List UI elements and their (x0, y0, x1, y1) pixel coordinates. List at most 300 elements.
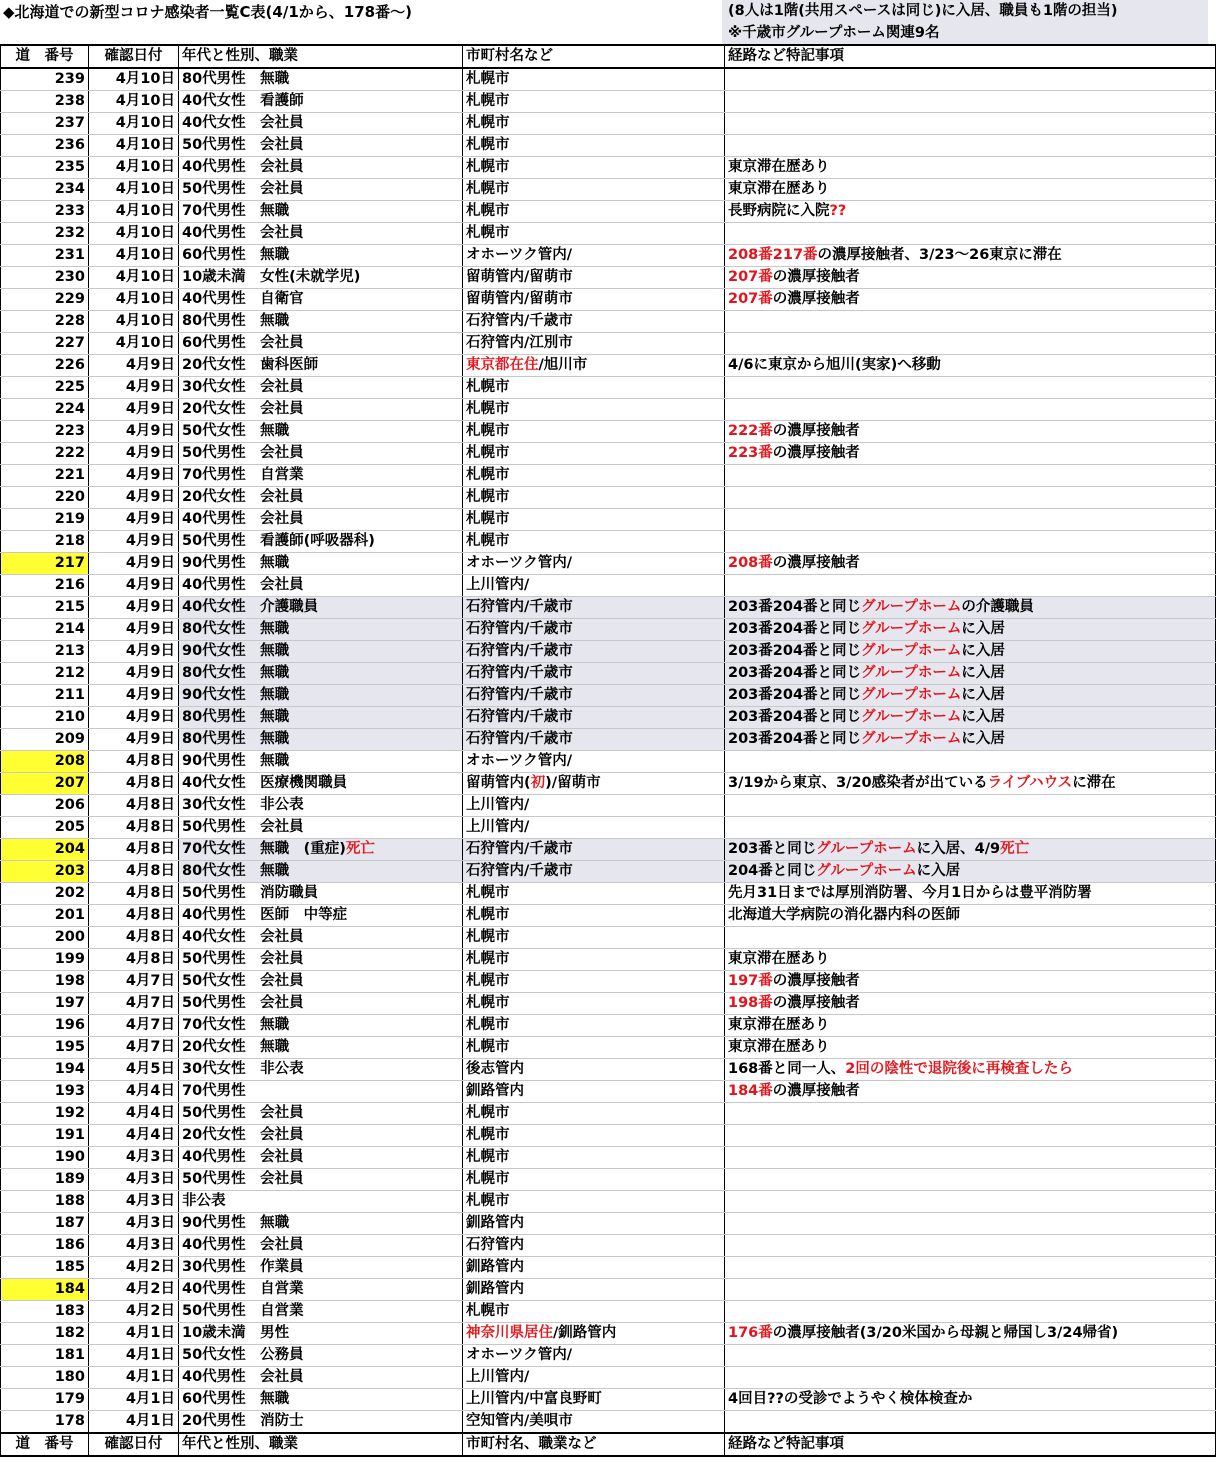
age-sex-occupation (179, 1191, 463, 1213)
table-row (1, 1147, 1216, 1169)
case-number: 231 (1, 245, 89, 267)
table-row (1, 883, 1216, 905)
cell-text: に入居 (961, 731, 1005, 747)
confirmed-date: 4月9日 (89, 399, 179, 421)
table-row (1, 91, 1216, 113)
case-number: 198 (1, 971, 89, 993)
cell-text: 札幌市 (466, 929, 510, 945)
confirmed-date: 4月9日 (89, 355, 179, 377)
cell-text: の濃厚接触者 (772, 423, 860, 439)
route-notes (725, 487, 1216, 509)
route-notes (725, 267, 1216, 289)
confirmed-date: 4月7日 (89, 1037, 179, 1059)
table-row (1, 487, 1216, 509)
route-notes (725, 553, 1216, 575)
highlight-text: 208番 (728, 555, 773, 571)
municipality (463, 1411, 725, 1434)
route-notes (725, 861, 1216, 883)
cell-text: 70代男性 無職 (182, 203, 290, 219)
case-number: 181 (1, 1345, 89, 1367)
cell-text: 80代女性 無職 (182, 621, 290, 637)
cell-text: 30代女性 非公表 (182, 797, 304, 813)
municipality (463, 311, 725, 333)
route-notes (725, 773, 1216, 795)
table-row (1, 1037, 1216, 1059)
table-row (1, 1125, 1216, 1147)
cell-text: /釧路管内 (553, 1325, 617, 1341)
case-number: 187 (1, 1213, 89, 1235)
municipality (463, 245, 725, 267)
confirmed-date: 4月9日 (89, 509, 179, 531)
route-notes (725, 1103, 1216, 1125)
table-row (1, 685, 1216, 707)
route-notes (725, 443, 1216, 465)
cell-text: 50代男性 自営業 (182, 1303, 304, 1319)
age-sex-occupation (179, 905, 463, 927)
case-number: 229 (1, 289, 89, 311)
cell-text: 3/19から東京、3/20感染者が出ている (728, 775, 988, 791)
cell-text: の濃厚接触者 (772, 973, 860, 989)
municipality (463, 201, 725, 223)
cell-text: 10歳未満 女性(未就学児) (182, 269, 361, 285)
case-number: 223 (1, 421, 89, 443)
cell-text: オホーツク管内/ (466, 1347, 573, 1363)
table-row (1, 223, 1216, 245)
table-row (1, 861, 1216, 883)
cell-text: 石狩管内/千歳市 (466, 863, 573, 879)
municipality (463, 575, 725, 597)
cell-text: 上川管内/ (466, 1369, 530, 1385)
age-sex-occupation (179, 1389, 463, 1411)
case-number: 201 (1, 905, 89, 927)
case-number: 211 (1, 685, 89, 707)
table-row (1, 201, 1216, 223)
table-row (1, 597, 1216, 619)
case-number: 225 (1, 377, 89, 399)
cell-text: の濃厚接触者 (772, 291, 860, 307)
table-row (1, 839, 1216, 861)
confirmed-date: 4月8日 (89, 905, 179, 927)
cell-text: 札幌市 (466, 1171, 510, 1187)
highlight-text: 176番 (728, 1325, 773, 1341)
route-notes (725, 223, 1216, 245)
case-number: 203 (1, 861, 89, 883)
cell-text: 50代男性 看護師(呼吸器科) (182, 533, 375, 549)
highlight-text: 223番 (728, 445, 773, 461)
cell-text: 70代女性 無職 (182, 1017, 290, 1033)
table-row (1, 267, 1216, 289)
route-notes (725, 729, 1216, 751)
cell-text: の濃厚接触者(3/20米国から母親と帰国し3/24帰省) (772, 1325, 1119, 1341)
cell-text: オホーツク管内/ (466, 555, 573, 571)
cell-text: 札幌市 (466, 71, 510, 87)
cell-text: 石狩管内/江別市 (466, 335, 573, 351)
highlight-text: グループホーム (861, 621, 962, 637)
table-row (1, 773, 1216, 795)
route-notes (725, 1389, 1216, 1411)
confirmed-date: 4月9日 (89, 729, 179, 751)
cell-text: 後志管内 (466, 1061, 524, 1077)
confirmed-date: 4月3日 (89, 1191, 179, 1213)
case-number: 185 (1, 1257, 89, 1279)
cell-text: 50代女性 無職 (182, 423, 290, 439)
route-notes (725, 1301, 1216, 1323)
age-sex-occupation (179, 333, 463, 355)
age-sex-occupation (179, 113, 463, 135)
age-sex-occupation (179, 179, 463, 201)
confirmed-date: 4月3日 (89, 1213, 179, 1235)
cell-text: 80代男性 無職 (182, 709, 290, 725)
municipality (463, 333, 725, 355)
case-number: 183 (1, 1301, 89, 1323)
confirmed-date: 4月7日 (89, 993, 179, 1015)
cell-text: 留萌管内/留萌市 (466, 269, 573, 285)
cell-text: 40代男性 会社員 (182, 577, 304, 593)
age-sex-occupation (179, 531, 463, 553)
cell-text: 札幌市 (466, 995, 510, 1011)
footer-header-person: 年代と性別、職業 (179, 1433, 463, 1456)
municipality (463, 1257, 725, 1279)
cell-text: )/留萌市 (545, 775, 601, 791)
route-notes (725, 201, 1216, 223)
age-sex-occupation (179, 1169, 463, 1191)
cell-text: 50代男性 会社員 (182, 951, 304, 967)
cell-text: 札幌市 (466, 1017, 510, 1033)
municipality (463, 1301, 725, 1323)
cell-text: 札幌市 (466, 907, 510, 923)
cell-text: 石狩管内/千歳市 (466, 687, 573, 703)
cell-text: 60代男性 会社員 (182, 335, 304, 351)
case-number: 178 (1, 1411, 89, 1434)
age-sex-occupation (179, 267, 463, 289)
cell-text: 札幌市 (466, 1149, 510, 1165)
table-row (1, 993, 1216, 1015)
municipality (463, 179, 725, 201)
age-sex-occupation (179, 641, 463, 663)
cell-text: の介護職員 (961, 599, 1034, 615)
highlight-text: 死亡 (345, 841, 375, 857)
age-sex-occupation (179, 1147, 463, 1169)
age-sex-occupation (179, 773, 463, 795)
highlight-text: 初 (530, 775, 546, 791)
case-number: 214 (1, 619, 89, 641)
highlight-text: 死亡 (1000, 841, 1030, 857)
cell-text: 北海道大学病院の消化器内科の医師 (728, 907, 960, 923)
case-number: 219 (1, 509, 89, 531)
age-sex-occupation (179, 289, 463, 311)
route-notes (725, 135, 1216, 157)
confirmed-date: 4月10日 (89, 157, 179, 179)
case-number: 234 (1, 179, 89, 201)
case-number: 215 (1, 597, 89, 619)
route-notes (725, 927, 1216, 949)
route-notes (725, 575, 1216, 597)
municipality (463, 883, 725, 905)
table-row (1, 311, 1216, 333)
municipality (463, 509, 725, 531)
table-row (1, 443, 1216, 465)
cell-text: 札幌市 (466, 1039, 510, 1055)
table-row (1, 1169, 1216, 1191)
cell-text: 石狩管内 (466, 1237, 524, 1253)
route-notes (725, 597, 1216, 619)
case-number: 196 (1, 1015, 89, 1037)
cell-text: 40代女性 会社員 (182, 115, 304, 131)
route-notes (725, 1191, 1216, 1213)
age-sex-occupation (179, 1081, 463, 1103)
case-number: 228 (1, 311, 89, 333)
cell-text: 203番204番と同じ (728, 731, 862, 747)
cell-text: 80代男性 無職 (182, 731, 290, 747)
cell-text: 石狩管内/千歳市 (466, 621, 573, 637)
case-number: 216 (1, 575, 89, 597)
cell-text: に入居、4/9 (916, 841, 1001, 857)
table-row (1, 1345, 1216, 1367)
case-number: 239 (1, 68, 89, 91)
age-sex-occupation (179, 1037, 463, 1059)
cell-text: 40代女性 医療機関職員 (182, 775, 348, 791)
highlight-text: 208番217番 (728, 247, 818, 263)
cell-text: 40代男性 会社員 (182, 225, 304, 241)
table-row (1, 157, 1216, 179)
confirmed-date: 4月7日 (89, 971, 179, 993)
col-header-date: 確認日付 (89, 45, 179, 68)
route-notes (725, 465, 1216, 487)
age-sex-occupation (179, 575, 463, 597)
table-row (1, 575, 1216, 597)
route-notes (725, 1059, 1216, 1081)
cell-text: 90代男性 無職 (182, 1215, 290, 1231)
route-notes (725, 993, 1216, 1015)
cell-text: に入居 (961, 709, 1005, 725)
cell-text: 20代女性 会社員 (182, 401, 304, 417)
age-sex-occupation (179, 465, 463, 487)
table-row (1, 1301, 1216, 1323)
case-number: 235 (1, 157, 89, 179)
cell-text: 203番と同じ (728, 841, 817, 857)
cell-text: 50代男性 会社員 (182, 137, 304, 153)
cell-text: 60代男性 無職 (182, 247, 290, 263)
confirmed-date: 4月8日 (89, 751, 179, 773)
highlight-text: 2回の陰性で退院後に再検査したら (845, 1061, 1073, 1077)
cell-text: 70代男性 自営業 (182, 467, 304, 483)
route-notes (725, 949, 1216, 971)
highlight-text: 197番 (728, 973, 773, 989)
footer-header-date: 確認日付 (89, 1433, 179, 1456)
cell-text: 札幌市 (466, 489, 510, 505)
cell-text: に入居 (961, 687, 1005, 703)
confirmed-date: 4月9日 (89, 597, 179, 619)
highlight-text: グループホーム (861, 709, 962, 725)
cell-text: 40代男性 自衛官 (182, 291, 304, 307)
highlight-text: 222番 (728, 423, 773, 439)
highlight-text: 184番 (728, 1083, 773, 1099)
table-row (1, 817, 1216, 839)
cell-text: 50代男性 会社員 (182, 995, 304, 1011)
confirmed-date: 4月9日 (89, 531, 179, 553)
cell-text: 20代女性 会社員 (182, 489, 304, 505)
cell-text: 50代男性 会社員 (182, 819, 304, 835)
cell-text: 札幌市 (466, 1127, 510, 1143)
table-row (1, 1191, 1216, 1213)
age-sex-occupation (179, 949, 463, 971)
cell-text: 留萌管内( (466, 775, 531, 791)
municipality (463, 267, 725, 289)
age-sex-occupation (179, 443, 463, 465)
age-sex-occupation (179, 1367, 463, 1389)
confirmed-date: 4月9日 (89, 465, 179, 487)
highlight-text: 198番 (728, 995, 773, 1011)
cell-text: の濃厚接触者 (772, 995, 860, 1011)
age-sex-occupation (179, 1103, 463, 1125)
route-notes (725, 641, 1216, 663)
municipality (463, 355, 725, 377)
case-number: 232 (1, 223, 89, 245)
table-row (1, 1213, 1216, 1235)
cell-text: の濃厚接触者 (772, 555, 860, 571)
age-sex-occupation (179, 91, 463, 113)
table-row (1, 179, 1216, 201)
case-number: 199 (1, 949, 89, 971)
confirmed-date: 4月10日 (89, 201, 179, 223)
title-row (0, 0, 1217, 44)
highlight-text: グループホーム (861, 731, 962, 747)
age-sex-occupation (179, 68, 463, 91)
route-notes (725, 179, 1216, 201)
municipality (463, 751, 725, 773)
age-sex-occupation (179, 245, 463, 267)
age-sex-occupation (179, 663, 463, 685)
route-notes (725, 839, 1216, 861)
table-row (1, 641, 1216, 663)
cell-text: の濃厚接触者 (772, 1083, 860, 1099)
cell-text: 札幌市 (466, 401, 510, 417)
route-notes (725, 663, 1216, 685)
age-sex-occupation (179, 223, 463, 245)
case-number: 238 (1, 91, 89, 113)
route-notes (725, 113, 1216, 135)
municipality (463, 817, 725, 839)
municipality (463, 971, 725, 993)
age-sex-occupation (179, 377, 463, 399)
age-sex-occupation (179, 1345, 463, 1367)
cell-text: 40代男性 自営業 (182, 1281, 304, 1297)
cell-text: 石狩管内/千歳市 (466, 841, 573, 857)
table-row (1, 553, 1216, 575)
municipality (463, 839, 725, 861)
table-row (1, 399, 1216, 421)
cell-text: 東京滞在歴あり (728, 159, 830, 175)
case-number: 233 (1, 201, 89, 223)
age-sex-occupation (179, 817, 463, 839)
table-row (1, 751, 1216, 773)
cell-text: 札幌市 (466, 423, 510, 439)
age-sex-occupation (179, 971, 463, 993)
confirmed-date: 4月9日 (89, 575, 179, 597)
confirmed-date: 4月9日 (89, 553, 179, 575)
table-row (1, 1323, 1216, 1345)
cell-text: 50代男性 会社員 (182, 181, 304, 197)
route-notes (725, 399, 1216, 421)
route-notes (725, 1345, 1216, 1367)
age-sex-occupation (179, 399, 463, 421)
age-sex-occupation (179, 751, 463, 773)
route-notes (725, 1037, 1216, 1059)
cell-text: 40代女性 介護職員 (182, 599, 319, 615)
highlight-text: 207番 (728, 269, 773, 285)
footer-row (1, 1433, 1216, 1456)
municipality (463, 487, 725, 509)
case-number: 220 (1, 487, 89, 509)
confirmed-date: 4月3日 (89, 1235, 179, 1257)
municipality (463, 949, 725, 971)
municipality (463, 157, 725, 179)
table-row (1, 531, 1216, 553)
case-number: 222 (1, 443, 89, 465)
municipality (463, 1323, 725, 1345)
highlight-text: ?? (829, 203, 847, 219)
route-notes (725, 1147, 1216, 1169)
case-number: 206 (1, 795, 89, 817)
municipality (463, 1103, 725, 1125)
table-row (1, 333, 1216, 355)
cell-text: 40代女性 看護師 (182, 93, 304, 109)
cell-text: 札幌市 (466, 533, 510, 549)
cell-text: 札幌市 (466, 137, 510, 153)
age-sex-occupation (179, 619, 463, 641)
cell-text: 168番と同一人、 (728, 1061, 846, 1077)
cell-text: 20代男性 消防士 (182, 1413, 304, 1429)
confirmed-date: 4月8日 (89, 817, 179, 839)
route-notes (725, 1213, 1216, 1235)
table-row (1, 663, 1216, 685)
footer-header-note: 経路など特記事項 (725, 1433, 1216, 1456)
cell-text: 先月31日までは厚別消防署、今月1日からは豊平消防署 (728, 885, 1092, 901)
age-sex-occupation (179, 839, 463, 861)
header-row (1, 45, 1216, 68)
cell-text: 40代男性 会社員 (182, 1369, 304, 1385)
municipality (463, 1015, 725, 1037)
cell-text: に滞在 (1072, 775, 1116, 791)
case-number: 182 (1, 1323, 89, 1345)
age-sex-occupation (179, 201, 463, 223)
confirmed-date: 4月10日 (89, 245, 179, 267)
cell-text: 札幌市 (466, 445, 510, 461)
route-notes (725, 971, 1216, 993)
confirmed-date: 4月10日 (89, 91, 179, 113)
cell-text: 留萌管内/留萌市 (466, 291, 573, 307)
cell-text: 釧路管内 (466, 1281, 524, 1297)
municipality (463, 289, 725, 311)
cell-text: 50代女性 公務員 (182, 1347, 304, 1363)
cell-text: 釧路管内 (466, 1083, 524, 1099)
case-number: 205 (1, 817, 89, 839)
municipality (463, 91, 725, 113)
case-number: 186 (1, 1235, 89, 1257)
case-number: 202 (1, 883, 89, 905)
table-row (1, 465, 1216, 487)
municipality (463, 1235, 725, 1257)
municipality (463, 619, 725, 641)
confirmed-date: 4月10日 (89, 223, 179, 245)
cell-text: 札幌市 (466, 159, 510, 175)
cell-text: 80代女性 無職 (182, 665, 290, 681)
cell-text: 東京滞在歴あり (728, 1039, 830, 1055)
age-sex-occupation (179, 311, 463, 333)
table-row (1, 707, 1216, 729)
age-sex-occupation (179, 883, 463, 905)
confirmed-date: 4月1日 (89, 1345, 179, 1367)
